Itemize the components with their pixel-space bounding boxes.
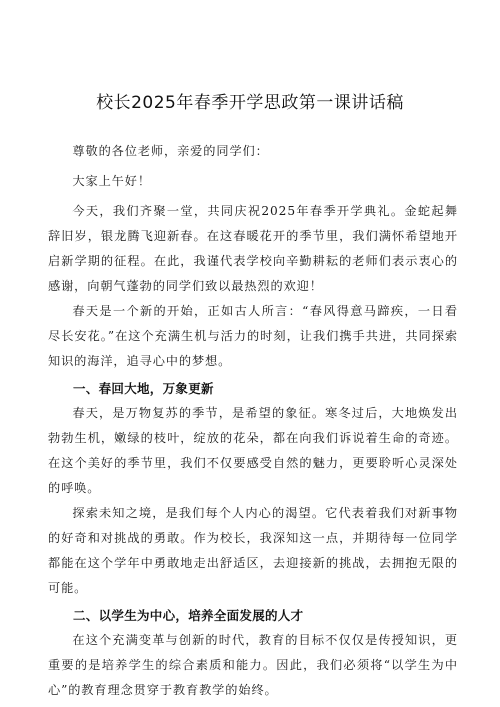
section-1-paragraph-1: 春天，是万物复苏的季节，是希望的象征。寒冬过后，大地焕发出勃勃生机，嫩绿的枝叶，绽放的花朵，都在向我们诉说着生命的奇迹。在这个美好的季节里，我们不仅要感受自然的魅力，更要聆听心灵深处的呼唤。: [48, 406, 458, 495]
document-body: [48, 139, 458, 703]
greeting: 大家上午好！: [72, 174, 151, 188]
paragraph-intro-2: 春天是一个新的开始，正如古人所言：“春风得意马蹄疾，一日看尽长安花。”在这个充满生机与活力的时刻，让我们携手共进，共同探索知识的海洋，追寻心中的梦想。: [48, 304, 458, 368]
section-2-heading: 二、以学生为中心，培养全面发展的人才: [73, 608, 304, 623]
salutation: 尊敬的各位老师，亲爱的同学们：: [72, 144, 269, 158]
section-2-paragraph-1: 在这个充满变革与创新的时代，教育的目标不仅仅是传授知识，更重要的是培养学生的综合素质和能力。因此，我们必须将“以学生为中心”的教育理念贯穿于教育教学的始终。: [48, 633, 458, 697]
section-1-paragraph-2: 探索未知之境，是我们每个人内心的渴望。它代表着我们对新事物的好奇和对挑战的勇敢。作为校长，我深知这一点，并期待每一位同学都能在这个学年中勇敢地走出舒适区，去迎接新的挑战，去拥抱无限的可能。: [48, 506, 458, 595]
document-title: 校长2025年春季开学思政第一课讲话稿: [96, 93, 404, 113]
section-1-heading: 一、春回大地，万象更新: [73, 381, 214, 396]
paragraph-intro-1: 今天，我们齐聚一堂，共同庆祝2025年春季开学典礼。金蛇起舞辞旧岁，银龙腾飞迎新春。在这春暖花开的季节里，我们满怀希望地开启新学期的征程。在此，我谨代表学校向辛勤耕耘的老师们表示衷心的感谢，向朝气蓬勃的同学们致以最热烈的欢迎！: [48, 204, 458, 293]
